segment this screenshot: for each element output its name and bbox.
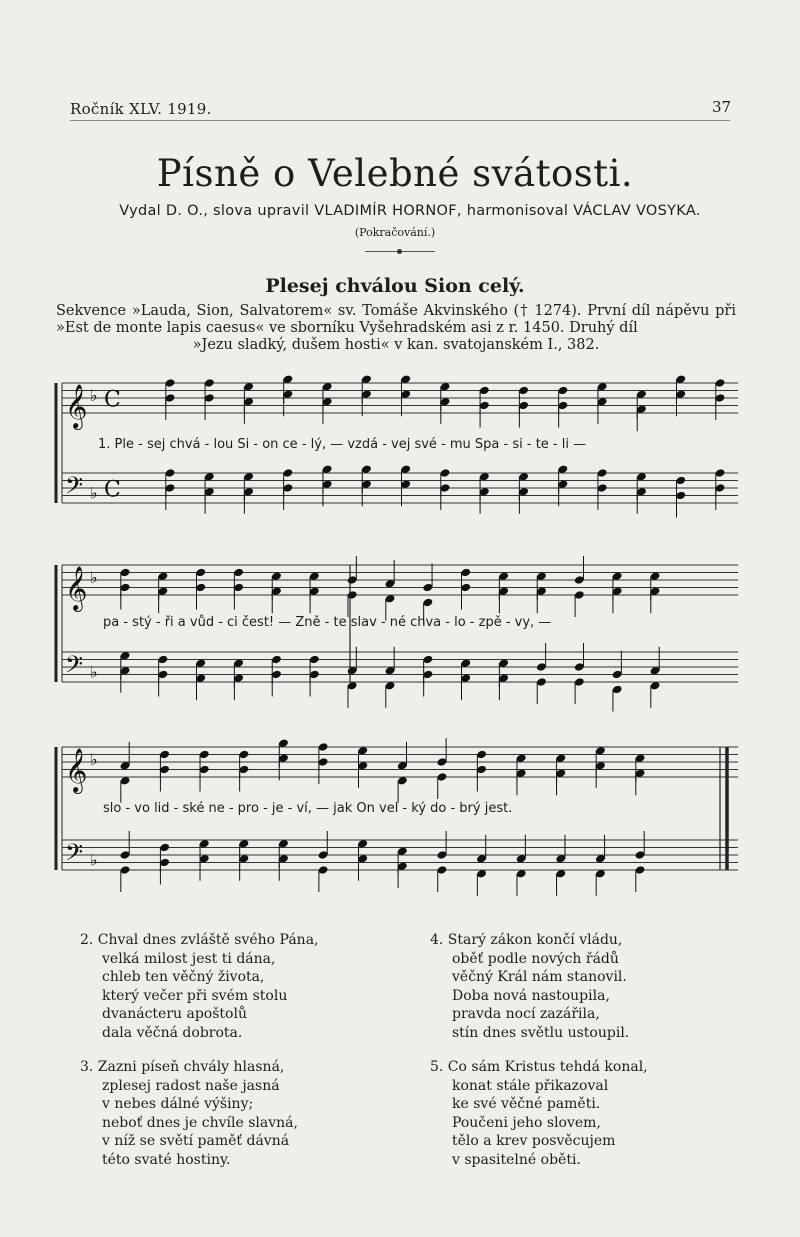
intro-line: »Jezu sladký, dušem hosti« v kan. svatojanském I., 382. (192, 337, 600, 353)
stanza-line: pravda nocí zazářila, (452, 1006, 600, 1022)
stanza-line: v spasitelné oběti. (452, 1151, 581, 1168)
flat-sign: ♭ (90, 850, 98, 870)
time-signature: C (104, 477, 121, 503)
stanza-column-right (430, 931, 648, 1185)
intro-line: při »Est de monte lapis caesus« ve sborníku Vyšehradském asi z r. 1450. Druhý díl (56, 303, 736, 336)
stanza-3 (80, 1058, 319, 1169)
bass-clef: 𝄢 (65, 471, 84, 505)
stanza-column-left (80, 931, 319, 1185)
stanza-line: chleb ten věčný života, (102, 969, 265, 985)
flat-sign: ♭ (90, 662, 98, 682)
stanza-line: konat stále přikazoval (452, 1077, 609, 1094)
stanza-5 (430, 1058, 648, 1169)
stanza-line: neboť dnes je chvíle slavná, (102, 1114, 298, 1131)
bass-clef: 𝄢 (65, 838, 84, 872)
stanza-line: 3. Zazni píseň chvály hlasná, (80, 1059, 285, 1075)
credits-line: Vydal D. O., slova upravil VLADIMÍR HORNOF, harmonisoval VÁCLAV VOSYKA. (119, 203, 701, 219)
journal-issue: Ročník XLV. 1919. (70, 100, 212, 118)
stanza-4 (430, 931, 648, 1042)
stanza-line: dala věčná dobrota. (102, 1024, 243, 1041)
lyrics-line: slo - vo lid - ské ne - pro - je - ví, — jak On vel - ký do - brý jest. (103, 801, 513, 816)
intro-line: Sekvence »Lauda, Sion, Salvatorem« sv. Tomáše Akvinského († 1274). První díl nápěvu (56, 303, 710, 319)
stanza-line: dvanácteru apoštolů (102, 1006, 247, 1022)
lyrics-line: pa - stý - ři a vůd - ci čest! — Zně - te slav - né chva - lo - zpě - vy, — (103, 615, 552, 630)
treble-clef: 𝄞 (65, 566, 88, 610)
flat-sign: ♭ (90, 568, 98, 587)
stanza-line: 2. Chval dnes zvláště svého Pána, (80, 932, 319, 948)
stanza-line: který večer při svém stolu (102, 987, 288, 1004)
stanza-line: v níž se světí paměť dávná (102, 1133, 290, 1149)
stanza-line: ke své věčné paměti. (452, 1096, 601, 1112)
continued-note: (Pokračování.) (354, 226, 436, 239)
stanza-line: Poučeni jeho slovem, (452, 1114, 601, 1131)
time-signature: C (104, 387, 121, 413)
flat-sign: ♭ (90, 386, 98, 405)
treble-clef: 𝄞 (65, 748, 88, 792)
flat-sign: ♭ (90, 750, 98, 769)
stanza-line: této svaté hostiny. (102, 1151, 231, 1168)
stanza-line: 5. Co sám Kristus tehdá konal, (430, 1059, 648, 1075)
bass-clef: 𝄢 (65, 650, 84, 684)
lyrics-line: 1. Ple - sej chvá - lou Si - on ce - lý, — vzdá - vej své - mu Spa - si - te - li — (98, 437, 587, 452)
stanza-line: 4. Starý zákon končí vládu, (430, 932, 623, 948)
stanza-2 (80, 931, 319, 1042)
stanza-line: v nebes dálné výšiny; (102, 1096, 254, 1112)
page-number: 37 (712, 98, 732, 116)
flat-sign: ♭ (90, 483, 98, 503)
stanza-line: oběť podle nových řádů (452, 950, 619, 967)
page-title: Písně o Velebné svátosti. (156, 152, 634, 195)
treble-clef: 𝄞 (65, 384, 88, 428)
song-title: Plesej chválou Sion celý. (265, 275, 525, 297)
stanza-line: zplesej radost naše jasná (102, 1077, 280, 1094)
stanza-line: stín dnes světlu ustoupil. (452, 1024, 630, 1041)
stanza-line: velká milost jest ti dána, (102, 950, 276, 967)
stanza-line: tělo a krev posvěcujem (452, 1133, 616, 1149)
stanza-line: věčný Král nám stanovil. (452, 969, 627, 985)
stanza-line: Doba nová nastoupila, (452, 987, 610, 1004)
